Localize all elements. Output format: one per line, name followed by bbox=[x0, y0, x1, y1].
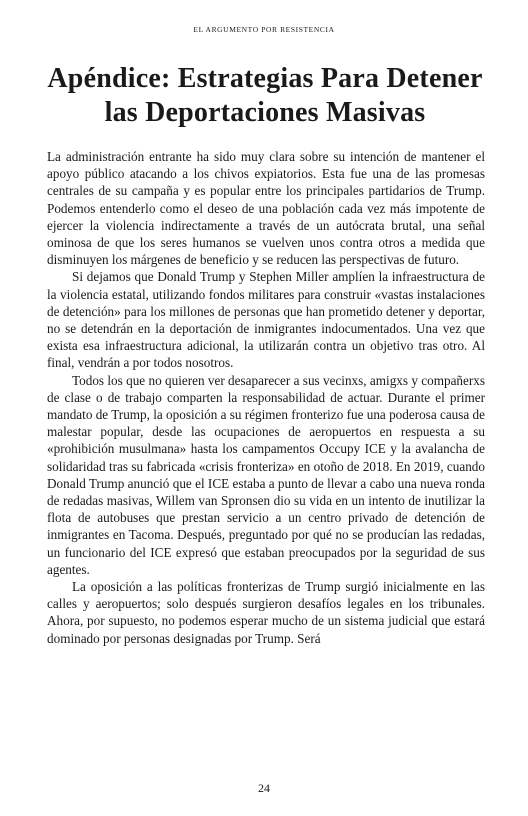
paragraph: La administración entrante ha sido muy clara sobre su intención de mantener el apoyo público atacando a los chivos expiatorios. Esta fue una de las promesas centrales de su campaña y es popular entre los principales partidarios de Trump. Podemos entenderlo como el deseo de una población cada vez más impotente de ejercer la violencia indirectamente a través de un autócrata brutal, una señal ominosa de que los seres humanos se vuelven unos contra otros a medida que disminuyen los márgenes de beneficio y se reducen las perspectivas de futuro. bbox=[47, 149, 485, 268]
paragraph: Si dejamos que Donald Trump y Stephen Miller amplíen la infraestructura de la violencia estatal, utilizando fondos militares para construir «vastas instalaciones de detención» para los millones de personas que han prometido detener y deportar, no se detendrán en la deportación de inmigrantes indocumentados. Una vez que exista esa infraestructura adicional, la utilizarán contra un objetivo tras otro. Al final, vendrán a por todos nosotros. bbox=[47, 269, 485, 371]
paragraph: Todos los que no quieren ver desaparecer a sus vecinxs, amigxs y compañerxs de clase o de trabajo comparten la responsabilidad de actuar. Durante el primer mandato de Trump, la oposición a su régimen fronterizo fue una poderosa causa de malestar popular, desde las ocupaciones de aeropuertos en respuesta a su «prohibición musulmana» hasta los campamentos Occupy ICE y la avalancha de solidaridad tras su fabricada «crisis fronteriza» en otoño de 2018. En 2019, cuando Donald Trump anunció que el ICE estaba a punto de llevar a cabo una nueva ronda de redadas masivas, Willem van Spronsen dio su vida en un intento de inutilizar la flota de autobuses que prestan servicio a un centro privado de detención de inmigrantes en Tacoma. Después, preguntado por qué no se producían las redadas, un funcionario del ICE expresó que estaban preocupados por la seguridad de sus agentes. bbox=[47, 372, 485, 577]
page-number: 24 bbox=[258, 781, 270, 795]
running-header: EL ARGUMENTO POR RESISTENCIA bbox=[193, 25, 335, 34]
chapter-title: Apéndice: Estrategias Para Detener las Deportaciones Masivas bbox=[47, 63, 483, 128]
body-text bbox=[47, 148, 485, 647]
paragraph: La oposición a las políticas fronterizas de Trump surgió inicialmente en las calles y aeropuertos; solo después surgieron desafíos legales en los tribunales. Ahora, por supuesto, no podemos esperar mucho de un sistema judicial que estará dominado por personas designadas por Trump. Será bbox=[47, 579, 485, 646]
